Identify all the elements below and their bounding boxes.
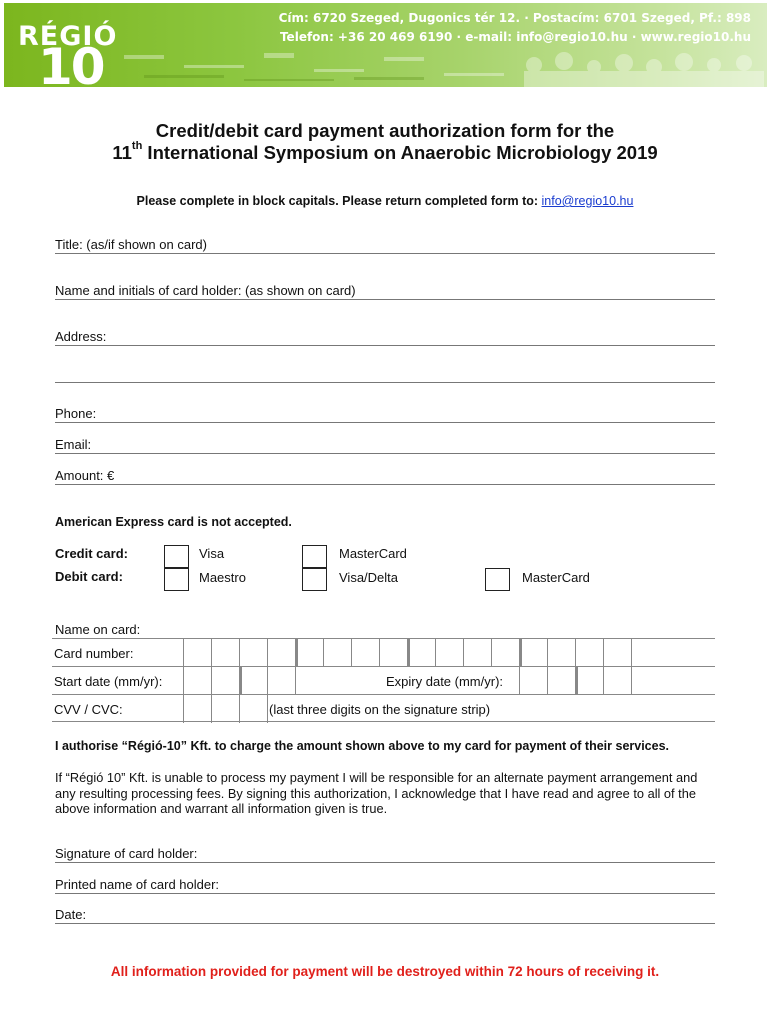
title-ordinal: th: [131, 140, 143, 152]
cvv-box[interactable]: [211, 695, 212, 723]
visa-delta-checkbox[interactable]: [302, 568, 327, 591]
phone-field-label: Phone:: [55, 406, 97, 421]
card-digit-box[interactable]: [267, 639, 268, 667]
banner-pattern: [114, 47, 767, 87]
card-digit-box[interactable]: [407, 639, 410, 667]
start-date-divider: [295, 667, 296, 695]
printed-name-field[interactable]: [55, 877, 715, 894]
card-digit-box[interactable]: [323, 639, 324, 667]
name-field-label: Name and initials of card holder: (as shown on card): [55, 283, 356, 298]
start-date-box[interactable]: [267, 667, 268, 695]
card-number-row: [52, 638, 715, 666]
card-digit-box[interactable]: [491, 639, 492, 667]
maestro-checkbox[interactable]: [164, 568, 189, 591]
authorisation-terms: If “Régió 10” Kft. is unable to process my payment I will be responsible for an alternate payment arrangement and any resulting processing fees. By signing this authorization, I acknowledge that I have read and agree to all of the above information and warrant all information given is true.: [55, 770, 698, 816]
cvv-box[interactable]: [183, 695, 184, 723]
expiry-date-box[interactable]: [631, 667, 632, 695]
card-number-label: Card number:: [54, 646, 134, 661]
signature-label: Signature of card holder:: [55, 846, 198, 861]
expiry-date-label: Expiry date (mm/yr):: [386, 674, 504, 689]
address-line-2[interactable]: [55, 382, 715, 383]
instructions-text: Please complete in block capitals. Please return completed form to:: [136, 194, 542, 208]
form-title-line2: [0, 142, 770, 164]
start-date-label: Start date (mm/yr):: [54, 674, 163, 689]
contact-phone-email: Telefon: +36 20 469 6190 · e-mail: info@regio10.hu · www.regio10.hu: [279, 30, 751, 44]
expiry-date-box[interactable]: [519, 667, 520, 695]
amount-field-label: Amount: €: [55, 468, 115, 483]
title-event: International Symposium on Anaerobic Microbiology 2019: [142, 142, 658, 163]
name-field[interactable]: [55, 283, 715, 300]
date-label: Date:: [55, 907, 87, 922]
dates-row: [52, 666, 715, 694]
mastercard-label: MasterCard: [339, 546, 407, 561]
address-field[interactable]: [55, 329, 715, 346]
maestro-label: Maestro: [199, 570, 246, 585]
amount-field[interactable]: [55, 468, 715, 485]
cvv-box[interactable]: [239, 695, 240, 723]
card-digit-box[interactable]: [211, 639, 212, 667]
credit-card-label: Credit card:: [55, 546, 128, 561]
visa-checkbox[interactable]: [164, 545, 189, 568]
card-digit-box[interactable]: [603, 639, 604, 667]
title-field[interactable]: [55, 237, 715, 254]
card-digit-box[interactable]: [379, 639, 380, 667]
cvv-label: CVV / CVC:: [54, 702, 123, 717]
visa-label: Visa: [199, 546, 225, 561]
card-digit-box[interactable]: [519, 639, 522, 667]
cvv-hint: (last three digits on the signature strip): [269, 702, 491, 717]
start-date-box[interactable]: [211, 667, 212, 695]
email-field[interactable]: [55, 437, 715, 454]
footer-notice: All information provided for payment will be destroyed within 72 hours of receiving it.: [110, 964, 660, 979]
card-digit-box[interactable]: [239, 639, 240, 667]
debit-mastercard-checkbox[interactable]: [485, 568, 510, 591]
instructions: [0, 194, 770, 208]
card-digit-box[interactable]: [547, 639, 548, 667]
card-digit-box[interactable]: [295, 639, 298, 667]
card-digit-box[interactable]: [183, 639, 184, 667]
debit-card-label: Debit card:: [55, 569, 123, 584]
cvv-row: [52, 694, 715, 722]
expiry-date-box[interactable]: [575, 667, 578, 695]
signature-field[interactable]: [55, 846, 715, 863]
mastercard-checkbox[interactable]: [302, 545, 327, 568]
card-digit-box[interactable]: [435, 639, 436, 667]
cvv-box[interactable]: [267, 695, 268, 723]
start-date-box[interactable]: [183, 667, 184, 695]
logo-regio: RÉGIÓ: [18, 21, 118, 52]
contact-address: Cím: 6720 Szeged, Dugonics tér 12. · Postacím: 6701 Szeged, Pf.: 898: [278, 11, 751, 25]
return-email-link[interactable]: info@regio10.hu: [541, 194, 634, 208]
title-number: 11: [112, 142, 132, 163]
authorisation-statement: I authorise “Régió-10” Kft. to charge the amount shown above to my card for payment of their services.: [55, 739, 670, 753]
phone-field[interactable]: [55, 406, 715, 423]
date-field[interactable]: [55, 907, 715, 924]
card-digit-box[interactable]: [631, 639, 632, 667]
printed-name-label: Printed name of card holder:: [55, 877, 220, 892]
name-on-card-label: Name on card:: [55, 622, 141, 637]
expiry-date-box[interactable]: [603, 667, 604, 695]
form-title-line1: Credit/debit card payment authorization form for the: [155, 120, 615, 141]
header-banner: [4, 3, 767, 87]
start-date-box[interactable]: [239, 667, 242, 695]
debit-mastercard-label: MasterCard: [522, 570, 590, 585]
card-digit-box[interactable]: [575, 639, 576, 667]
visa-delta-label: Visa/Delta: [339, 570, 399, 585]
card-digit-box[interactable]: [351, 639, 352, 667]
title-field-label: Title: (as/if shown on card): [55, 237, 207, 252]
address-field-label: Address:: [55, 329, 107, 344]
email-field-label: Email:: [55, 437, 92, 452]
logo-10: 10: [38, 38, 104, 87]
card-digit-box[interactable]: [463, 639, 464, 667]
amex-note: American Express card is not accepted.: [55, 515, 292, 529]
expiry-date-box[interactable]: [547, 667, 548, 695]
